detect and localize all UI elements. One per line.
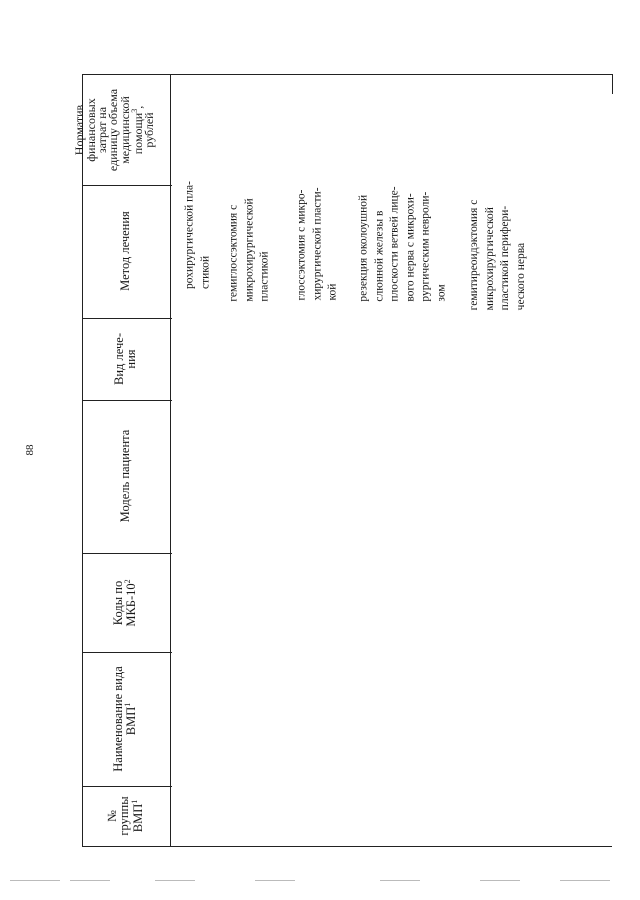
- header-vmp-name: Наименование вида ВМП$^1$: [110, 666, 139, 772]
- table-border-top: [82, 74, 612, 75]
- table-border-right: [612, 74, 613, 94]
- table-border-left: [82, 74, 83, 846]
- header-icd-codes: Коды по МКБ-$10^2$: [110, 579, 139, 627]
- header-patient-model: Модель пациента: [117, 429, 132, 523]
- header-divider: [170, 74, 171, 846]
- header-treatment-method: Метод лечения: [117, 211, 132, 291]
- method-item: рохирургической пла- стикой: [183, 181, 211, 289]
- scan-artifact: [560, 880, 610, 881]
- method-item: резекция околоушной слюнной железы в плоскости ветвей лице- вого нерва с микрохи- рургическим невроли- зом: [357, 186, 448, 302]
- method-item: гемиглоссэктомия с микрохирургической пластикой: [227, 198, 271, 302]
- scan-artifact: [380, 880, 420, 881]
- header-treatment-type: Вид лече- ния: [111, 333, 138, 385]
- scan-artifact: [480, 880, 520, 881]
- method-item: глоссэктомия с микро- хирургической пласти- кой: [295, 187, 339, 301]
- method-item: гемитиреоидэктомия с микрохирургической пластикой перифери- ческого нерва: [467, 199, 527, 311]
- table-border-bottom: [82, 846, 612, 847]
- page-number: 88: [24, 444, 36, 456]
- header-cost-standard: Норматив финансовых затрат на единицу объема медицинской помощи$^3$, рублей: [72, 88, 157, 172]
- scan-artifact: [255, 880, 295, 881]
- scan-artifact: [10, 880, 60, 881]
- scan-artifact: [155, 880, 195, 881]
- header-group-no: № группы ВМП$^1$: [104, 796, 145, 836]
- scan-artifact: [70, 880, 110, 881]
